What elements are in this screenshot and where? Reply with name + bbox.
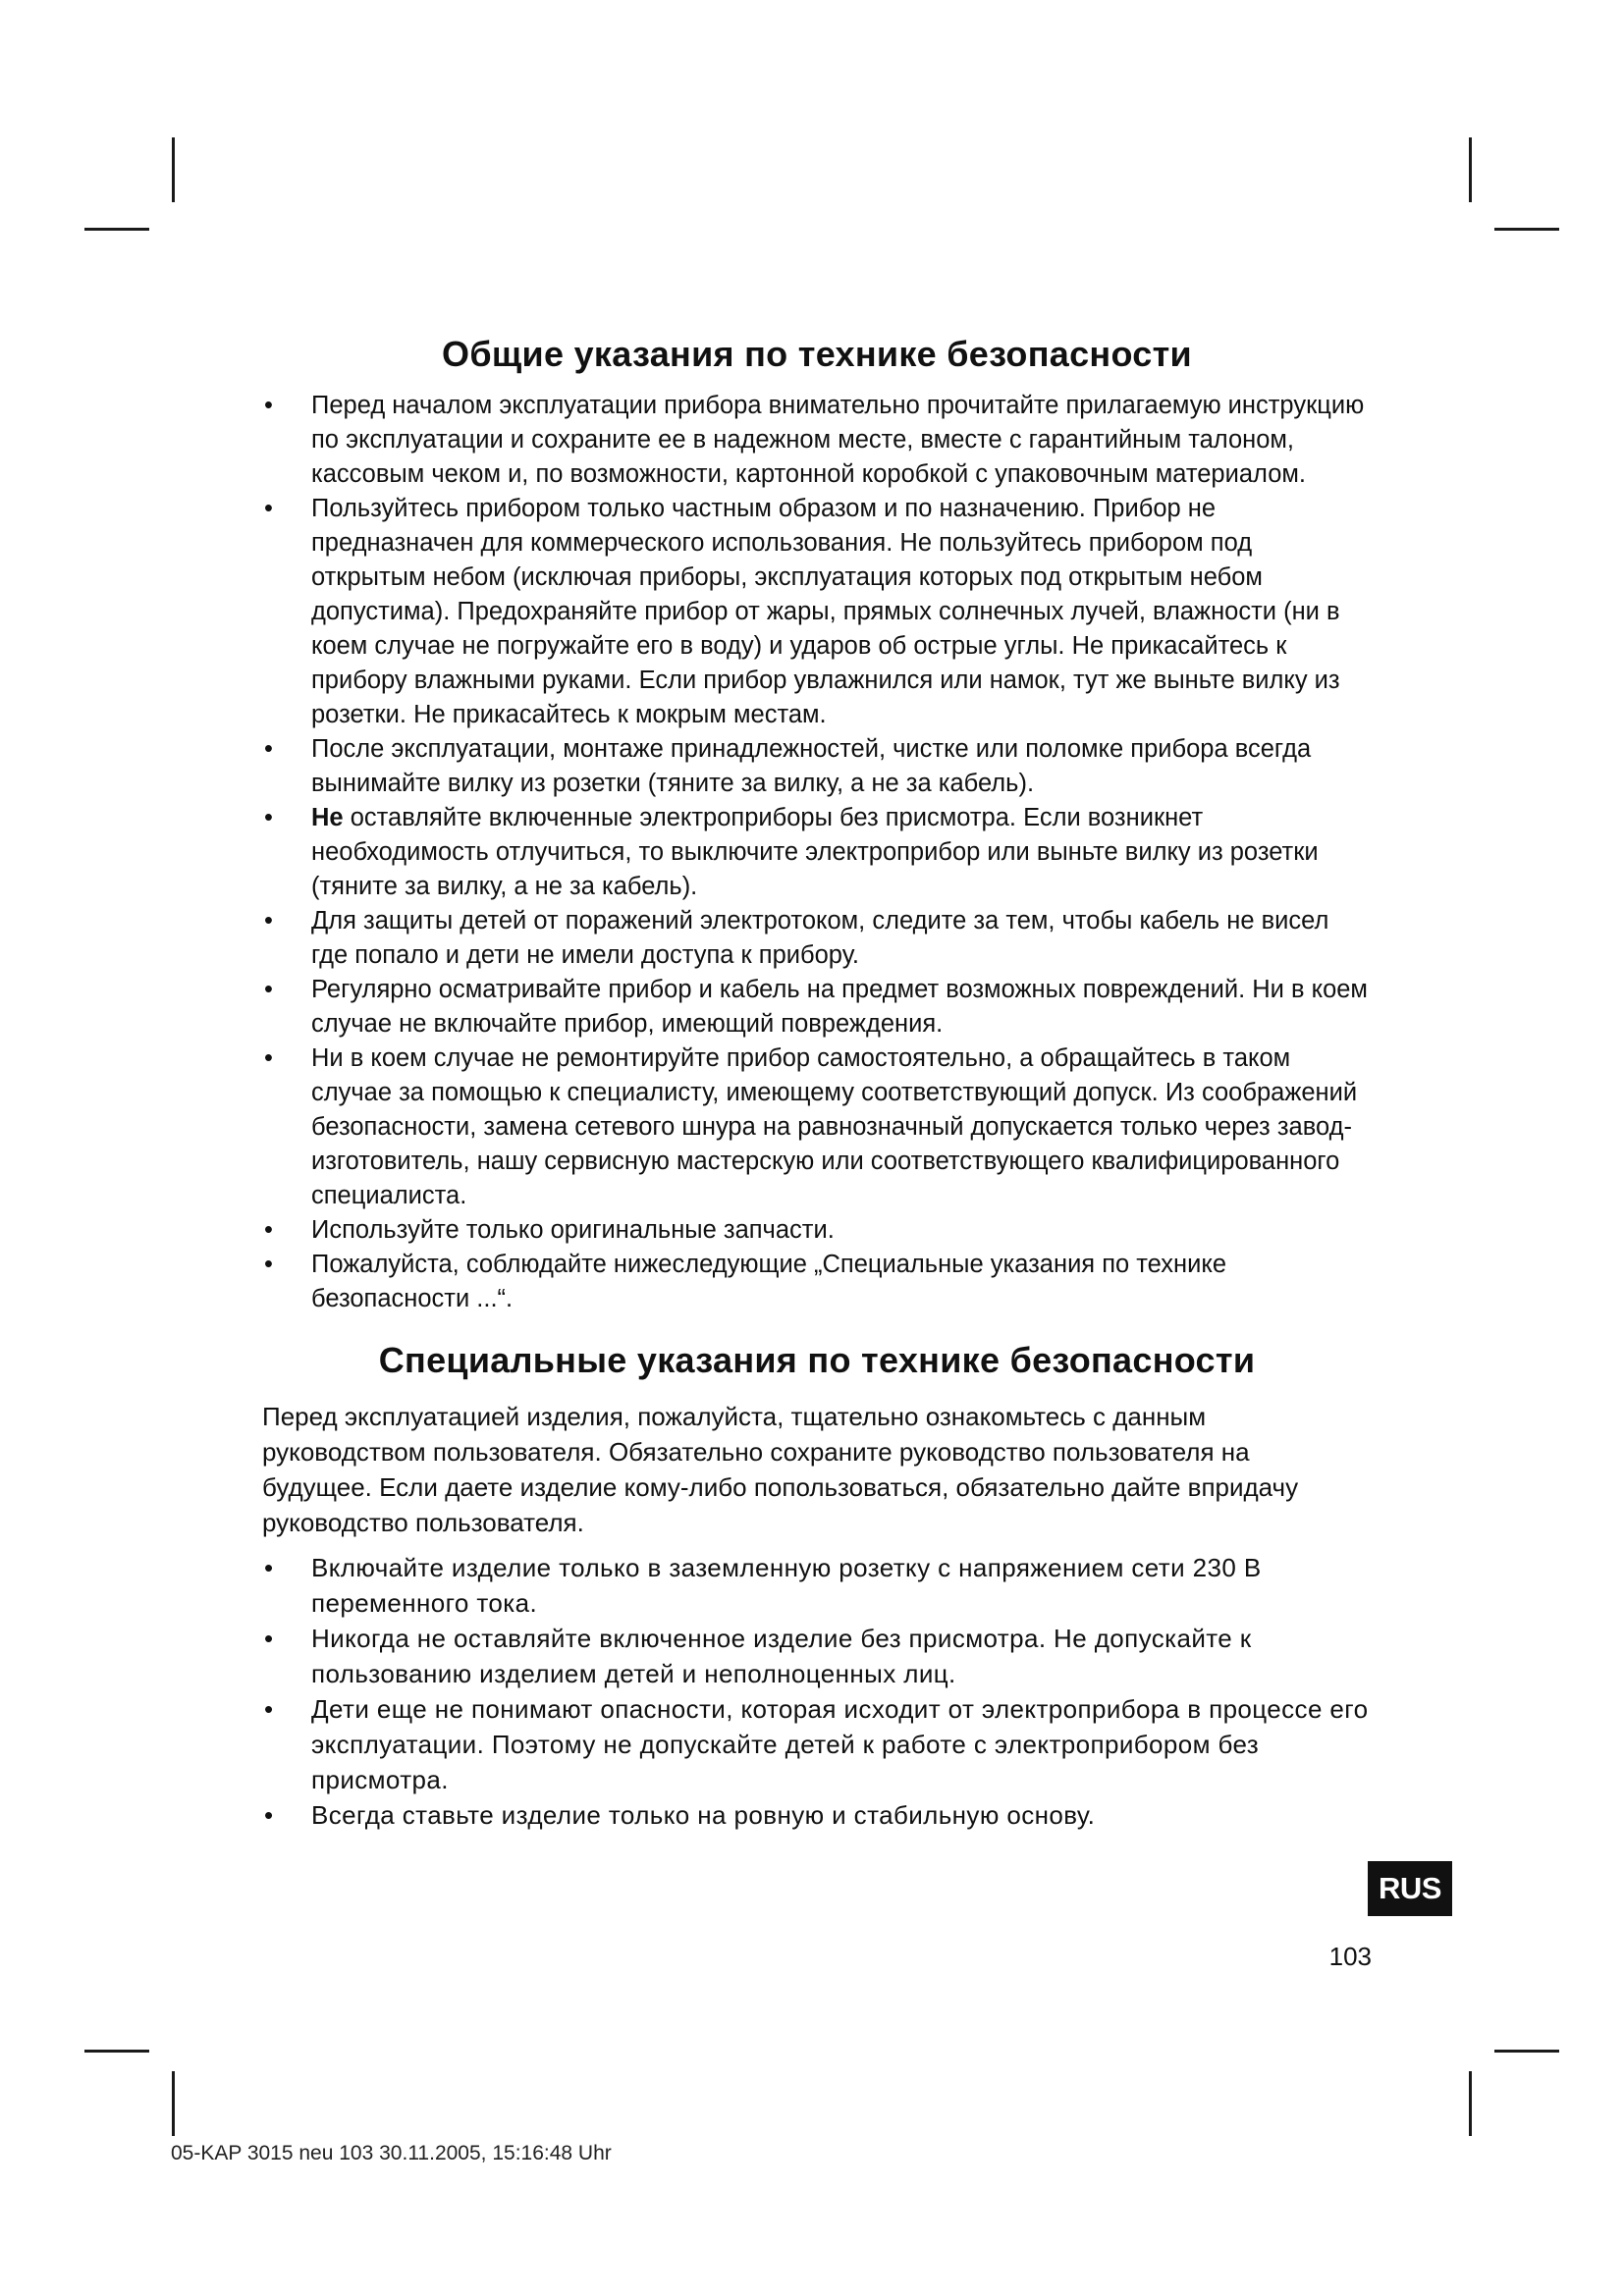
list-item (262, 1797, 1372, 1833)
list-item-text: Всегда ставьте изделие только на ровную и стабильную основу. (311, 1800, 1096, 1830)
list-item-text: Пользуйтесь прибором только частным образом и по назначению. Прибор не предназначен для коммерческого использования. Не пользуйтесь прибором под открытым небом (исключая приборы, эксплуатация которых под открытым небом допустима). Предохраняйте прибор от жары, прямых солнечных лучей, влажности (ни в коем случае не погружайте его в воду) и ударов об острые углы. Не прикасайтесь к прибору влажными руками. Если прибор увлажнился или намок, тут же выньте вилку из розетки. Не прикасайтесь к мокрым местам. (311, 495, 1340, 728)
list-item-text: Пожалуйста, соблюдайте нижеследующие „Специальные указания по технике безопасности ...“. (311, 1251, 1226, 1312)
list-item-text-rest: оставляйте включенные электроприборы без присмотра. Если возникнет необходимость отлучиться, то выключите электроприбор или выньте вилку из розетки (тяните за вилку, а не за кабель). (311, 804, 1319, 900)
list-item (262, 801, 1372, 904)
list-item (262, 973, 1372, 1041)
crop-mark-bottom-left-vertical (172, 2071, 175, 2136)
page-content (262, 334, 1372, 1833)
list-item-text: Используйте только оригинальные запчасти. (311, 1216, 835, 1244)
list-item-text (311, 801, 1372, 904)
list-item (262, 732, 1372, 801)
bullet: • (264, 976, 273, 1003)
crop-mark-top-right-horizontal (1494, 228, 1559, 231)
bullet: • (264, 907, 273, 934)
page-number: 103 (1328, 1942, 1372, 1971)
list-item-text: После эксплуатации, монтаже принадлежностей, чистке или поломке прибора всегда вынимайте вилку из розетки (тяните за вилку, а не за кабель). (311, 735, 1312, 797)
crop-mark-bottom-left-horizontal (84, 2050, 149, 2053)
crop-mark-top-left-horizontal (84, 228, 149, 231)
bullet: • (264, 735, 273, 763)
list-item (262, 1691, 1372, 1797)
bullet: • (264, 1800, 274, 1830)
bold-emphasis: Не (311, 804, 344, 831)
bullet: • (264, 804, 273, 831)
list-item (262, 1248, 1372, 1316)
list-item (262, 1550, 1372, 1621)
list-item-text: Включайте изделие только в заземленную розетку с напряжением сети 230 В переменного тока. (311, 1553, 1262, 1618)
list-item-text: Никогда не оставляйте включенное изделие без присмотра. Не допускайте к пользованию изделием детей и неполноценных лиц. (311, 1624, 1252, 1688)
bullet: • (264, 1624, 274, 1653)
list-item-text: Перед началом эксплуатации прибора внимательно прочитайте прилагаемую инструкцию по эксплуатации и сохраните ее в надежном месте, вместе с гарантийным талоном, кассовым чеком и, по возможности, картонной коробкой с упаковочным материалом. (311, 392, 1365, 488)
bullet: • (264, 1251, 273, 1278)
crop-mark-top-left-vertical (172, 137, 175, 202)
bullet: • (264, 495, 273, 522)
list-item (262, 389, 1372, 492)
bullet: • (264, 1216, 273, 1244)
bullet: • (264, 1044, 273, 1072)
list-item-text: Ни в коем случае не ремонтируйте прибор самостоятельно, а обращайтесь в таком случае за помощью к специалисту, имеющему соответствующий допуск. Из соображений безопасности, замена сетевого шнура на равнозначный допускается только через завод-изготовитель, нашу сервисную мастерскую или соответствующего квалифицированного специалиста. (311, 1044, 1358, 1209)
list-item (262, 1041, 1372, 1213)
list-item-text: Для защиты детей от поражений электротоком, следите за тем, чтобы кабель не висел где попало и дети не имели доступа к прибору. (311, 907, 1329, 969)
crop-mark-bottom-right-vertical (1469, 2071, 1472, 2136)
special-safety-title: Специальные указания по технике безопасности (378, 1340, 1256, 1380)
list-item (262, 1621, 1372, 1691)
crop-mark-bottom-right-horizontal (1494, 2050, 1559, 2053)
bullet: • (264, 392, 273, 419)
list-item (262, 1213, 1372, 1248)
crop-mark-top-right-vertical (1469, 137, 1472, 202)
list-item (262, 904, 1372, 973)
bullet: • (264, 1694, 274, 1724)
special-safety-intro: Перед эксплуатацией изделия, пожалуйста, тщательно ознакомьтесь с данным руководством пользователя. Обязательно сохраните руководство пользователя на будущее. Если даете изделие кому-либо попользоваться, обязательно дайте впридачу руководство пользователя. (262, 1402, 1299, 1537)
language-badge: RUS (1368, 1861, 1452, 1916)
general-safety-title: Общие указания по технике безопасности (442, 334, 1192, 374)
general-safety-list (262, 389, 1372, 1316)
list-item (262, 492, 1372, 732)
list-item-text: Дети еще не понимают опасности, которая исходит от электроприбора в процессе его эксплуатации. Поэтому не допускайте детей к работе с электроприбором без присмотра. (311, 1694, 1369, 1794)
print-footer: 05-KAP 3015 neu 103 30.11.2005, 15:16:48 Uhr (171, 2142, 612, 2164)
special-safety-list (262, 1550, 1372, 1833)
bullet: • (264, 1553, 274, 1582)
list-item-text: Регулярно осматривайте прибор и кабель на предмет возможных повреждений. Ни в коем случае не включайте прибор, имеющий повреждения. (311, 976, 1368, 1038)
